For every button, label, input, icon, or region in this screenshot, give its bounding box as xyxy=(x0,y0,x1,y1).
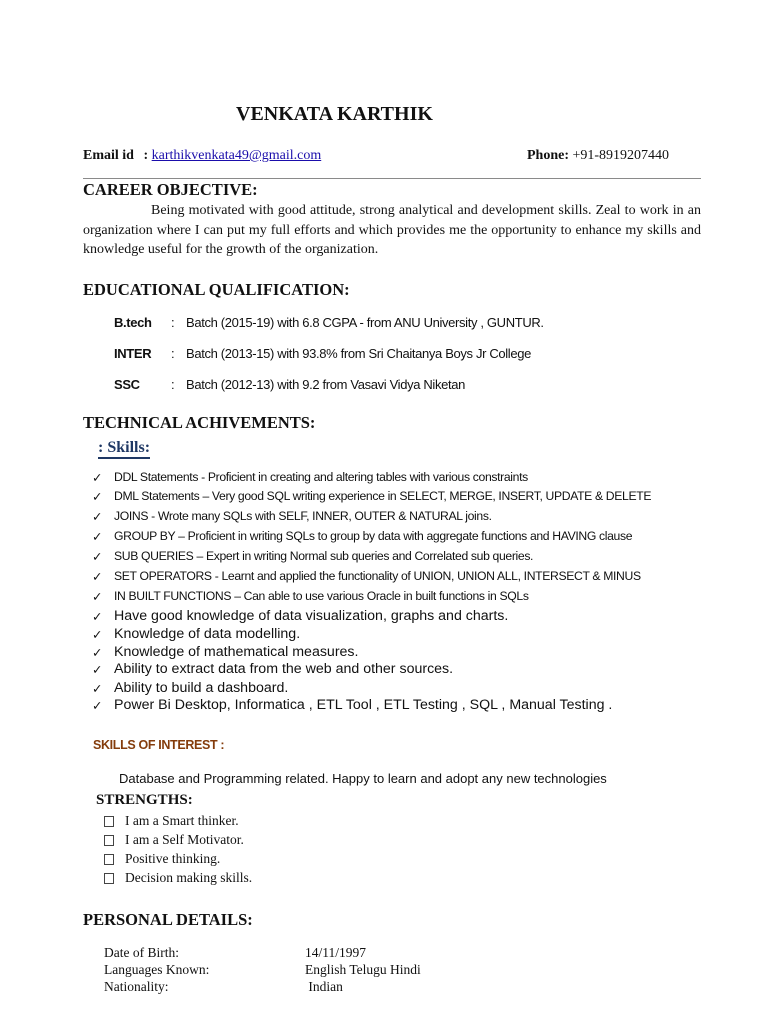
check-icon: ✓ xyxy=(92,646,103,660)
personal-value: 14/11/1997 xyxy=(305,945,367,960)
career-objective-heading: CAREER OBJECTIVE: xyxy=(83,180,258,199)
check-icon: ✓ xyxy=(92,610,103,624)
check-icon: ✓ xyxy=(92,490,103,504)
skill-item: Knowledge of mathematical measures. xyxy=(114,644,359,660)
checkbox-icon xyxy=(104,873,114,884)
education-colon: : xyxy=(171,315,175,330)
checkbox-icon xyxy=(104,854,114,865)
technical-heading: TECHNICAL ACHIVEMENTS: xyxy=(83,413,316,432)
skill-item: DDL Statements - Proficient in creating and altering tables with various constraints xyxy=(114,470,528,484)
strength-item: Positive thinking. xyxy=(125,851,221,866)
check-icon: ✓ xyxy=(92,663,103,677)
skill-item: SUB QUERIES – Expert in writing Normal sub queries and Correlated sub queries. xyxy=(114,549,534,563)
personal-value: Indian xyxy=(305,979,343,994)
checkbox-icon xyxy=(104,835,114,846)
education-detail: Batch (2013-15) with 93.8% from Sri Chaitanya Boys Jr College xyxy=(186,346,531,361)
skill-item: Power Bi Desktop, Informatica , ETL Tool , ETL Testing , SQL , Manual Testing . xyxy=(114,697,613,713)
skill-item: Have good knowledge of data visualization, graphs and charts. xyxy=(114,608,509,624)
skill-item: Ability to build a dashboard. xyxy=(114,680,289,696)
skills-of-interest-text: Database and Programming related. Happy to learn and adopt any new technologies xyxy=(119,771,607,786)
personal-details-heading: PERSONAL DETAILS: xyxy=(83,910,253,929)
education-code: SSC xyxy=(114,377,140,392)
check-icon: ✓ xyxy=(92,682,103,696)
education-code: B.tech xyxy=(114,315,152,330)
education-detail: Batch (2012-13) with 9.2 from Vasavi Vidya Niketan xyxy=(186,377,465,392)
skills-of-interest-heading: SKILLS OF INTEREST : xyxy=(93,738,225,752)
education-code: INTER xyxy=(114,346,152,361)
skill-item: Ability to extract data from the web and other sources. xyxy=(114,661,454,677)
skill-item: GROUP BY – Proficient in writing SQLs to group by data with aggregate functions and HAVING clause xyxy=(114,529,633,543)
header-divider xyxy=(83,178,701,179)
email-label-text: Email id xyxy=(83,148,134,163)
skills-prefix: : S xyxy=(98,439,116,459)
email-colon: : xyxy=(143,148,149,163)
phone-line xyxy=(527,148,669,164)
check-icon: ✓ xyxy=(92,510,103,524)
checkbox-icon xyxy=(104,816,114,827)
email-link[interactable]: karthikvenkata49@gmail.com xyxy=(151,148,322,163)
skill-item: JOINS - Wrote many SQLs with SELF, INNER, OUTER & NATURAL joins. xyxy=(114,509,492,523)
education-colon: : xyxy=(171,346,175,361)
strength-item: I am a Smart thinker. xyxy=(125,813,239,828)
skill-item: DML Statements – Very good SQL writing experience in SELECT, MERGE, INSERT, UPDATE & DELETE xyxy=(114,489,652,503)
personal-label: Date of Birth: xyxy=(104,945,179,960)
skill-item: SET OPERATORS - Learnt and applied the functionality of UNION, UNION ALL, INTERSECT & MINUS xyxy=(114,569,641,583)
phone-number: +91-8919207440 xyxy=(572,148,670,163)
strengths-heading: STRENGTHS: xyxy=(96,792,193,808)
education-detail: Batch (2015-19) with 6.8 CGPA - from ANU University , GUNTUR. xyxy=(186,315,544,330)
email-label xyxy=(83,148,321,164)
skills-subheading xyxy=(98,439,150,457)
check-icon: ✓ xyxy=(92,590,103,604)
personal-label: Nationality: xyxy=(104,979,169,994)
strength-item: I am a Self Motivator. xyxy=(125,832,244,847)
strength-item: Decision making skills. xyxy=(125,870,253,885)
phone-label: Phone: xyxy=(527,148,569,163)
check-icon: ✓ xyxy=(92,471,103,485)
check-icon: ✓ xyxy=(92,699,103,713)
career-objective-paragraph xyxy=(83,201,701,260)
personal-label: Languages Known: xyxy=(104,962,210,977)
skill-item: Knowledge of data modelling. xyxy=(114,626,301,642)
check-icon: ✓ xyxy=(92,530,103,544)
candidate-name: VENKATA KARTHIK xyxy=(236,103,433,125)
check-icon: ✓ xyxy=(92,550,103,564)
career-objective-text: Being motivated with good attitude, strong analytical and development skills. Zeal to work in an organization where I can put my full efforts and which provides me the opportunity to enhance my skills and knowledge useful for the growth of the organization. xyxy=(83,203,701,257)
skill-item: IN BUILT FUNCTIONS – Can able to use various Oracle in built functions in SQLs xyxy=(114,589,529,603)
skills-word: kills: xyxy=(116,439,150,459)
education-heading: EDUCATIONAL QUALIFICATION: xyxy=(83,280,350,299)
check-icon: ✓ xyxy=(92,570,103,584)
personal-value: English Telugu Hindi xyxy=(305,962,421,977)
education-colon: : xyxy=(171,377,175,392)
check-icon: ✓ xyxy=(92,628,103,642)
